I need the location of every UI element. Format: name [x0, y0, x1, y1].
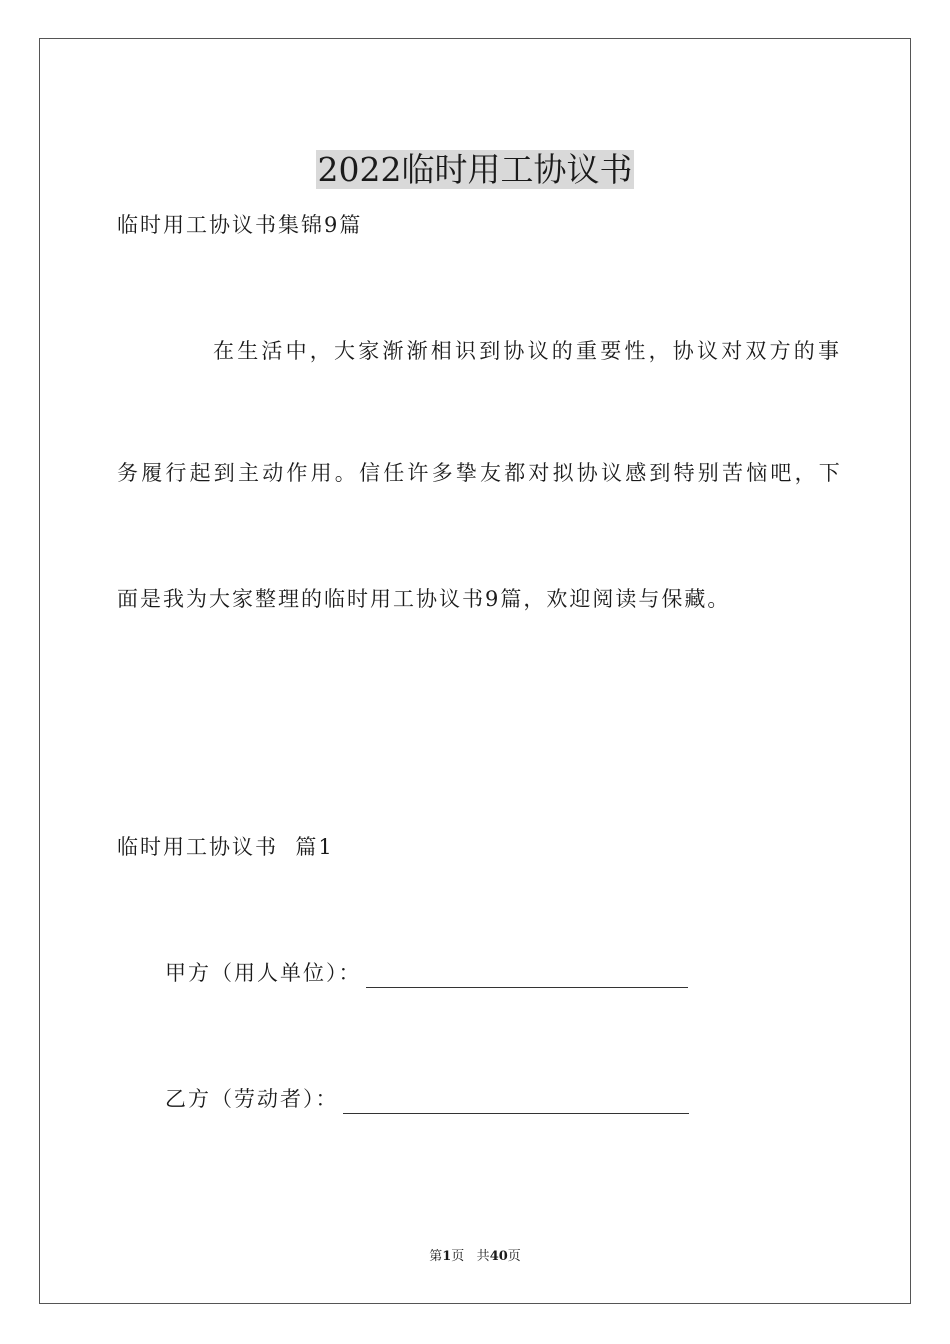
party-a-blank-line	[366, 965, 688, 988]
party-b-row	[165, 1084, 689, 1114]
intro-line-3: 面是我为大家整理的临时用工协议书9篇，欢迎阅读与保藏。	[117, 587, 731, 611]
party-a-label: 甲方（用人单位）：	[165, 961, 362, 985]
total-suffix: 页	[507, 1249, 521, 1264]
page-number: 1	[442, 1249, 452, 1264]
page-footer	[0, 1248, 950, 1266]
party-b-blank-line	[343, 1091, 689, 1114]
total-pages: 40	[489, 1249, 508, 1264]
party-a-row	[165, 958, 688, 988]
page-prefix: 第	[429, 1249, 443, 1264]
document-title	[0, 148, 950, 192]
page-suffix: 页	[451, 1249, 465, 1264]
document-subtitle: 临时用工协议书集锦9篇	[117, 213, 363, 237]
party-b-label: 乙方（劳动者）：	[165, 1087, 339, 1111]
intro-line-1: 在生活中，大家渐渐相识到协议的重要性，协议对双方的事	[213, 339, 843, 363]
intro-line-2: 务履行起到主动作用。信任许多挚友都对拟协议感到特别苦恼吧，下	[117, 461, 843, 485]
document-title-text: 2022临时用工协议书	[317, 150, 633, 190]
total-prefix: 共	[476, 1249, 490, 1264]
section-heading: 临时用工协议书 篇1	[117, 835, 334, 859]
